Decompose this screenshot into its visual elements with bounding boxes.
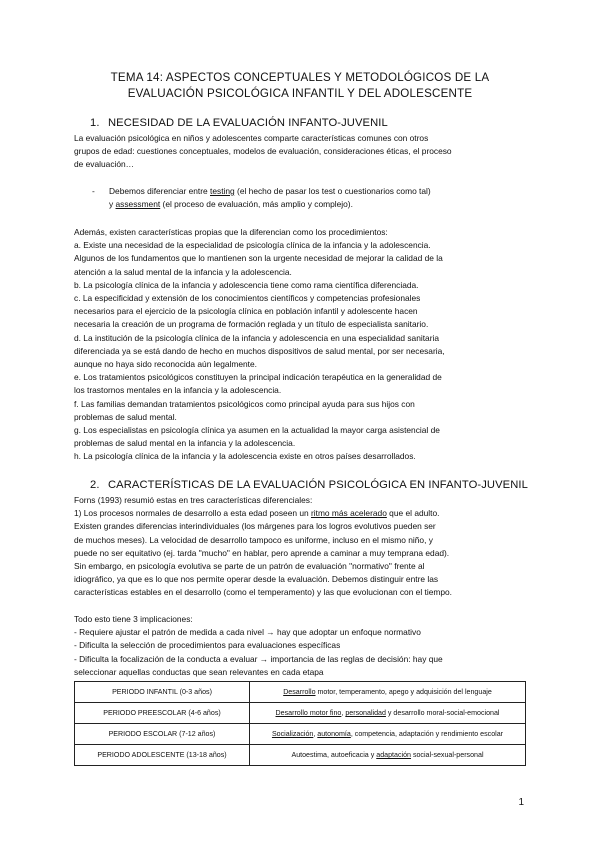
text-line: b. La psicología clínica de la infancia y adolescencia tiene como rama científica diferenciada.	[74, 279, 419, 290]
text-span: 1) Los procesos normales de desarrollo a esta edad poseen un	[74, 508, 311, 519]
text-line: aunque no haya sido reconocida aún legalmente.	[74, 359, 257, 370]
text-line: h. La psicología clínica de la infancia y la adolescencia existe en otros países desarrollados.	[74, 451, 416, 462]
description-cell	[250, 703, 526, 724]
text-span: que el adulto.	[386, 508, 440, 519]
table-row	[75, 682, 526, 703]
section-1-intro	[74, 132, 534, 172]
text-span: , competencia, adaptación y rendimiento escolar	[350, 730, 504, 738]
bullet-line-1	[109, 185, 522, 198]
description-cell	[250, 724, 526, 745]
text-span: (el proceso de evaluación, más amplio y complejo).	[160, 199, 353, 210]
text-line: atención a la salud mental de la infancia y la adolescencia.	[74, 266, 292, 277]
text-line: f. Las familias demandan tratamientos psicológicos como principal ayuda para sus hijos con	[74, 398, 415, 409]
section-2-number: 2.	[90, 479, 100, 491]
table-row	[75, 724, 526, 745]
section-1-title: NECESIDAD DE LA EVALUACIÓN INFANTO-JUVENIL	[108, 117, 388, 129]
text-line: Existen grandes diferencias interindividuales (los márgenes para los logros evolutivos pueden ser	[74, 521, 436, 532]
text-line: c. La especificidad y extensión de los conocimientos científicos y competencias profesionales	[74, 293, 421, 304]
text-span: autonomía	[317, 730, 351, 738]
text-line: características estables en el desarrollo (como el temperamento) y las que evolucionan con el tiempo.	[74, 587, 452, 598]
text-line: - Requiere ajustar el patrón de medida a cada nivel → hay que adoptar un enfoque normativo	[74, 627, 421, 638]
period-cell: PERIODO INFANTIL (0-3 años)	[75, 682, 250, 703]
text-line: diferenciada ya se está dando de hecho en muchos dispositivos de salud mental, por ser necesaria,	[74, 345, 445, 356]
text-span: y	[109, 199, 116, 210]
term-assessment: assessment	[115, 199, 161, 210]
period-cell: PERIODO ADOLESCENTE (13-18 años)	[75, 745, 250, 766]
text-line: Todo esto tiene 3 implicaciones:	[74, 614, 193, 624]
text-line: problemas de salud mental.	[74, 411, 177, 422]
text-line: La evaluación psicológica en niños y adolescentes comparte características comunes con otros	[74, 133, 429, 143]
period-cell: PERIODO ESCOLAR (7-12 años)	[75, 724, 250, 745]
text-span: ,	[313, 730, 318, 738]
text-line	[74, 507, 534, 520]
text-line: Algunos de los fundamentos que lo mantienen son la urgente necesidad de mejorar la calidad de la	[74, 253, 443, 264]
description-cell	[250, 745, 526, 766]
page-number: 1	[518, 797, 524, 808]
bullet-dash: -	[92, 186, 95, 196]
text-line: Además, existen características propias que la diferencian como los procedimientos:	[74, 227, 388, 237]
text-span: (el hecho de pasar los test o cuestionarios como tal)	[234, 186, 431, 196]
text-line: - Dificulta la focalización de la conducta a evaluar → importancia de las reglas de decisión: hay que	[74, 653, 443, 664]
implications-block	[74, 613, 534, 679]
text-span: social-sexual-personal	[410, 751, 484, 759]
text-line: g. Los especialistas en psicología clínica ya asumen en la actualidad la mayor carga asistencial de	[74, 425, 440, 436]
text-span: Autoestima, autoeficacia y	[291, 751, 377, 759]
text-line: Sin embargo, en psicología evolutiva se parte de un patrón de evaluación "normativo" frente al	[74, 561, 425, 572]
text-line: a. Existe una necesidad de la especialidad de psicología clínica de la infancia y la adolescencia.	[74, 240, 431, 251]
text-line: seleccionar aquellas conductas que sean relevantes en cada etapa	[74, 666, 324, 677]
table-row	[75, 703, 526, 724]
testing-assessment-bullet	[92, 185, 522, 211]
section-2-body	[74, 494, 534, 600]
text-line: Forns (1993) resumió estas en tres características diferenciales:	[74, 495, 313, 505]
text-span: Debemos diferenciar entre	[109, 186, 211, 196]
text-line: necesarios para el ejercicio de la psicología clínica en población infantil y adolescente hacen	[74, 306, 418, 317]
text-line: d. La institución de la psicología clínica de la infancia y adolescencia en una especialidad sanitaria	[74, 332, 440, 343]
table-row	[75, 745, 526, 766]
text-line: de muchos meses). La velocidad de desarrollo tampoco es uniforme, incluso en el mismo niño, y	[74, 534, 433, 545]
title-line-1: TEMA 14: ASPECTOS CONCEPTUALES Y METODOLÓGICOS DE LA	[110, 71, 490, 84]
section-1-heading	[90, 117, 388, 129]
section-1-number: 1.	[90, 117, 100, 129]
text-line: grupos de edad: cuestiones conceptuales, modelos de evaluación, consideraciones éticas, el proceso	[74, 146, 452, 157]
text-line: e. Los tratamientos psicológicos constituyen la principal indicación terapéutica en la generalidad de	[74, 372, 442, 383]
text-line: puede no ser equitativo (ej. tarda "mucho" en hablar, pero aprende a caminar a muy temprana edad).	[74, 547, 450, 558]
text-line: necesaria la creación de un programa de formación reglada y un título de especialista sanitario.	[74, 319, 429, 330]
section-2-heading	[90, 479, 528, 491]
text-span: y desarrollo moral-social-emocional	[385, 709, 500, 717]
text-span: ,	[341, 709, 346, 717]
section-2-title: CARACTERÍSTICAS DE LA EVALUACIÓN PSICOLÓGICA EN INFANTO-JUVENIL	[108, 479, 528, 491]
period-cell: PERIODO PREESCOLAR (4-6 años)	[75, 703, 250, 724]
term-testing: testing	[210, 186, 235, 196]
document-title	[60, 70, 540, 102]
text-span: personalidad	[345, 709, 386, 717]
section-1-procedures	[74, 226, 534, 464]
term-ritmo-acelerado: ritmo más acelerado	[310, 508, 387, 519]
text-span: motor, temperamento, apego y adquisición del lenguaje	[315, 688, 492, 696]
text-span: Socialización	[271, 730, 314, 738]
title-line-2: EVALUACIÓN PSICOLÓGICA INFANTIL Y DEL ADOLESCENTE	[127, 87, 473, 100]
text-line: idiográfico, ya que es lo que nos permite operar desde la evaluación. Debemos distinguir entre las	[74, 574, 439, 585]
text-line: los trastornos mentales en la infancia y la adolescencia.	[74, 385, 282, 396]
text-line: - Dificulta la selección de procedimientos para evaluaciones específicas	[74, 640, 341, 651]
development-periods-table	[74, 681, 526, 766]
text-span: adaptación	[376, 751, 411, 759]
text-span: Desarrollo	[283, 688, 316, 696]
bullet-line-2	[109, 198, 522, 211]
text-line: de evaluación…	[74, 159, 135, 170]
text-span: Desarrollo motor fino	[275, 709, 342, 717]
description-cell	[250, 682, 526, 703]
text-line: problemas de salud mental en la infancia y la adolescencia.	[74, 438, 296, 449]
